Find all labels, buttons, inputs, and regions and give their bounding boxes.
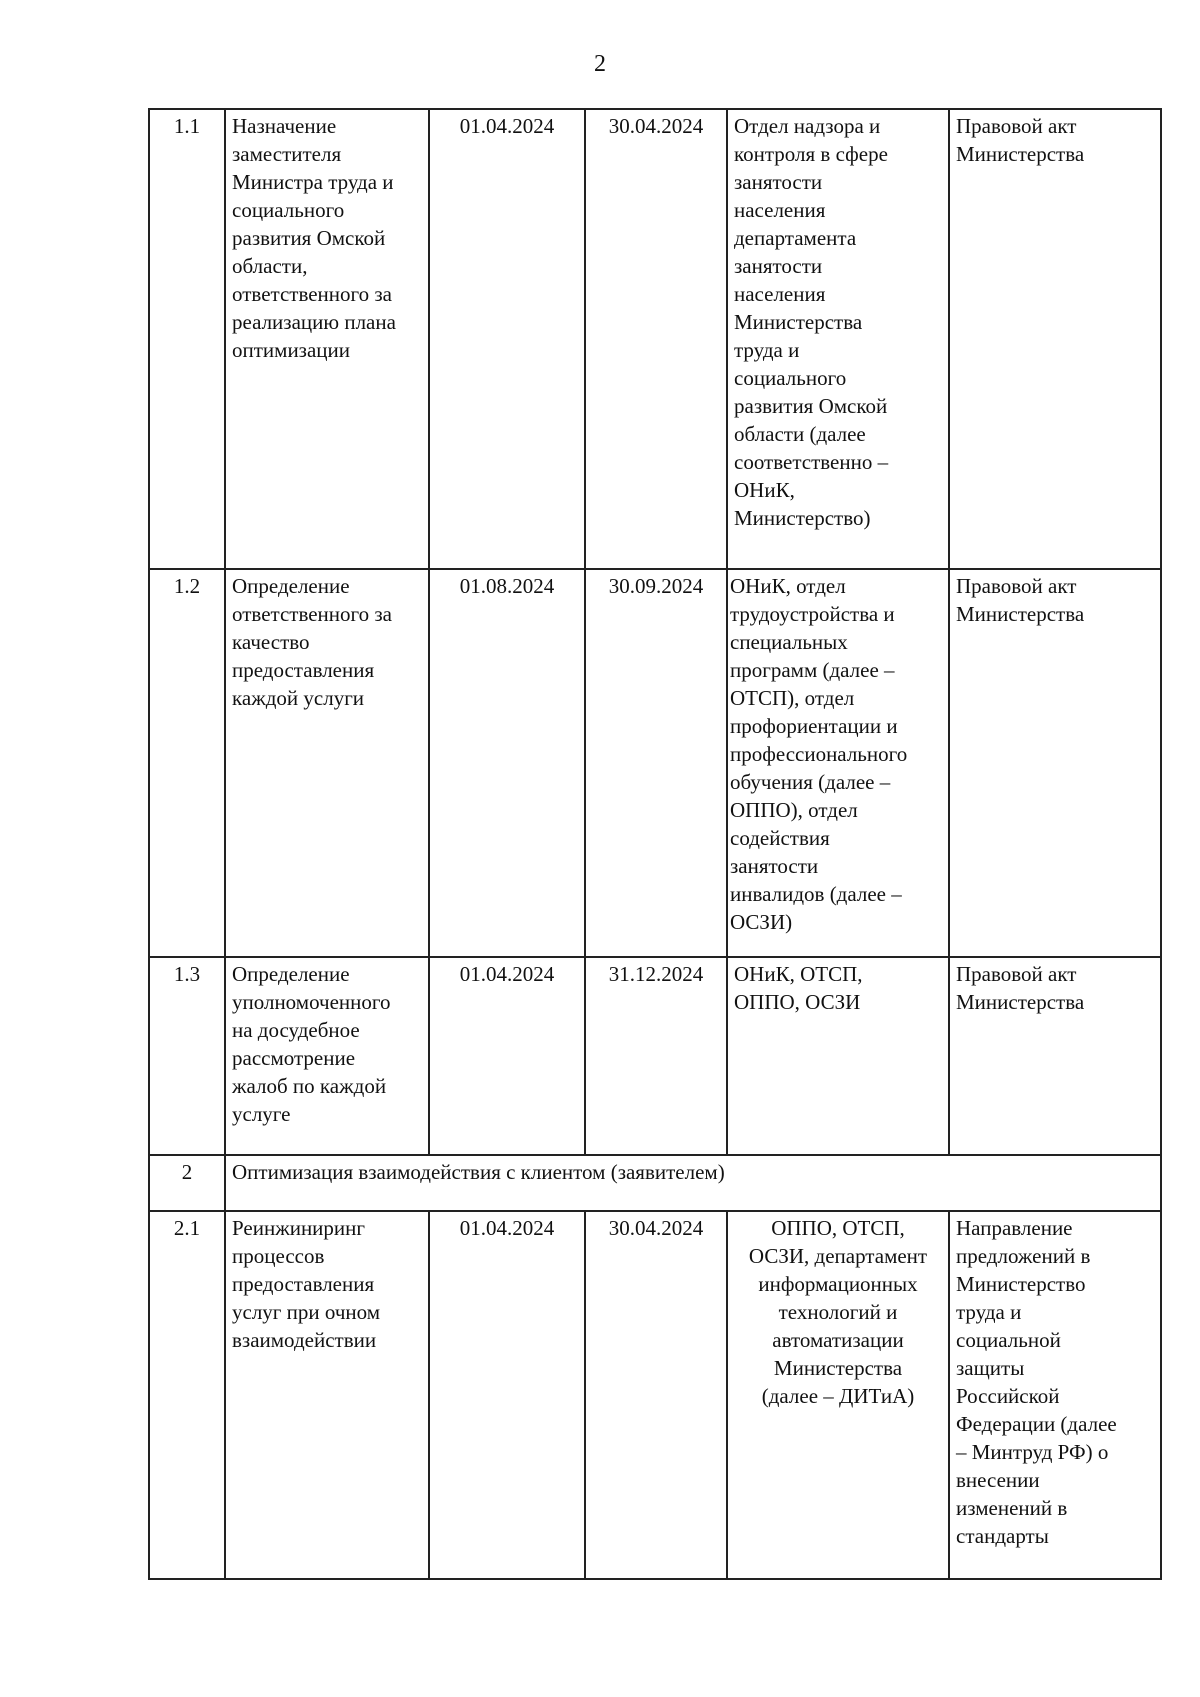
cell-line: ОСЗИ, департамент [748, 1244, 928, 1268]
table-row [149, 1211, 1161, 1579]
responsible-executor [727, 109, 949, 569]
cell-line: Министерства [734, 310, 863, 334]
cell-line: ОППО, ОТСП, [771, 1216, 905, 1240]
cell-line: развития Омской [734, 394, 888, 418]
cell-line: населения [734, 282, 826, 306]
cell-line: социального [232, 198, 345, 222]
section-title: Оптимизация взаимодействия с клиентом (заявителем) [225, 1155, 1161, 1211]
cell-line: на досудебное [232, 1018, 360, 1042]
cell-line: Министерства [956, 990, 1085, 1014]
table-row [149, 569, 1161, 957]
cell-line: уполномоченного [232, 990, 391, 1014]
expected-result [949, 109, 1161, 569]
responsible-executor [727, 957, 949, 1155]
cell-line: ОТСП), отдел [730, 686, 855, 710]
row-number: 2.1 [149, 1211, 225, 1579]
cell-line: содействия [730, 826, 830, 850]
cell-line: жалоб по каждой [232, 1074, 387, 1098]
cell-line: рассмотрение [232, 1046, 356, 1070]
cell-line: – Минтруд РФ) о [956, 1440, 1109, 1464]
cell-line: ответственного за [232, 282, 392, 306]
plan-table [148, 108, 1162, 1580]
cell-line: социальной [956, 1328, 1061, 1352]
expected-result [949, 569, 1161, 957]
cell-line: предоставления [232, 1272, 375, 1296]
cell-line: трудоустройства и [730, 602, 895, 626]
cell-line: ОНиК, ОТСП, [734, 962, 863, 986]
row-number: 1.2 [149, 569, 225, 957]
responsible-executor [727, 1211, 949, 1579]
cell-line: заместителя [232, 142, 342, 166]
start-date: 01.04.2024 [429, 1211, 585, 1579]
cell-line: Направление [956, 1216, 1073, 1240]
section-number: 2 [149, 1155, 225, 1211]
cell-line: изменений в [956, 1496, 1068, 1520]
cell-line: предложений в [956, 1244, 1091, 1268]
cell-line: внесении [956, 1468, 1040, 1492]
cell-line: (далее – ДИТиА) [761, 1384, 915, 1408]
cell-line: развития Омской [232, 226, 386, 250]
cell-line: Министра труда и [232, 170, 394, 194]
cell-line: Отдел надзора и [734, 114, 881, 138]
row-number: 1.1 [149, 109, 225, 569]
cell-line: ОППО), отдел [730, 798, 858, 822]
table-row [149, 109, 1161, 569]
cell-line: реализацию плана [232, 310, 396, 334]
cell-line: Министерство) [734, 506, 871, 530]
cell-line: услуге [232, 1102, 291, 1126]
start-date: 01.08.2024 [429, 569, 585, 957]
cell-line: предоставления [232, 658, 375, 682]
cell-line: труда и [734, 338, 800, 362]
cell-line: занятости [734, 254, 823, 278]
cell-line: Определение [232, 574, 350, 598]
cell-line: ОППО, ОСЗИ [734, 990, 861, 1014]
cell-line: департамента [734, 226, 857, 250]
cell-line: области (далее [734, 422, 866, 446]
cell-line: социального [734, 366, 847, 390]
cell-line: взаимодействии [232, 1328, 377, 1352]
responsible-executor [727, 569, 949, 957]
cell-line: Правовой акт [956, 962, 1077, 986]
cell-line: занятости [734, 170, 823, 194]
cell-line: автоматизации [772, 1328, 904, 1352]
end-date: 30.04.2024 [585, 109, 727, 569]
measure-name [225, 109, 429, 569]
cell-line: информационных [758, 1272, 918, 1296]
cell-line: оптимизации [232, 338, 351, 362]
cell-line: занятости [730, 854, 819, 878]
cell-line: Реинжиниринг [232, 1216, 366, 1240]
expected-result [949, 957, 1161, 1155]
measure-name [225, 569, 429, 957]
cell-line: стандарты [956, 1524, 1049, 1548]
cell-line: ОСЗИ) [730, 910, 793, 934]
cell-line: качество [232, 630, 310, 654]
cell-line: ответственного за [232, 602, 392, 626]
start-date: 01.04.2024 [429, 957, 585, 1155]
row-number: 1.3 [149, 957, 225, 1155]
cell-line: Федерации (далее [956, 1412, 1117, 1436]
page-number: 2 [594, 51, 606, 77]
cell-line: услуг при очном [232, 1300, 381, 1324]
cell-line: Правовой акт [956, 574, 1077, 598]
start-date: 01.04.2024 [429, 109, 585, 569]
cell-line: контроля в сфере [734, 142, 888, 166]
cell-line: Определение [232, 962, 350, 986]
measure-name [225, 1211, 429, 1579]
cell-line: каждой услуги [232, 686, 365, 710]
cell-line: Министерства [956, 142, 1085, 166]
cell-line: соответственно – [734, 450, 889, 474]
end-date: 31.12.2024 [585, 957, 727, 1155]
cell-line: труда и [956, 1300, 1022, 1324]
expected-result [949, 1211, 1161, 1579]
cell-line: Назначение [232, 114, 337, 138]
cell-line: Министерства [956, 602, 1085, 626]
cell-line: защиты [956, 1356, 1025, 1380]
section-row [149, 1155, 1161, 1211]
cell-line: ОНиК, [734, 478, 795, 502]
cell-line: профессионального [730, 742, 908, 766]
cell-line: населения [734, 198, 826, 222]
cell-line: Министерство [956, 1272, 1086, 1296]
cell-line: ОНиК, отдел [730, 574, 846, 598]
table-row [149, 957, 1161, 1155]
cell-line: специальных [730, 630, 848, 654]
measure-name [225, 957, 429, 1155]
cell-line: области, [232, 254, 308, 278]
cell-line: обучения (далее – [730, 770, 891, 794]
cell-line: процессов [232, 1244, 325, 1268]
cell-line: технологий и [778, 1300, 898, 1324]
end-date: 30.09.2024 [585, 569, 727, 957]
cell-line: инвалидов (далее – [730, 882, 902, 906]
cell-line: профориентации и [730, 714, 898, 738]
cell-line: Российской [956, 1384, 1060, 1408]
cell-line: программ (далее – [730, 658, 895, 682]
cell-line: Правовой акт [956, 114, 1077, 138]
end-date: 30.04.2024 [585, 1211, 727, 1579]
cell-line: Министерства [773, 1356, 903, 1380]
